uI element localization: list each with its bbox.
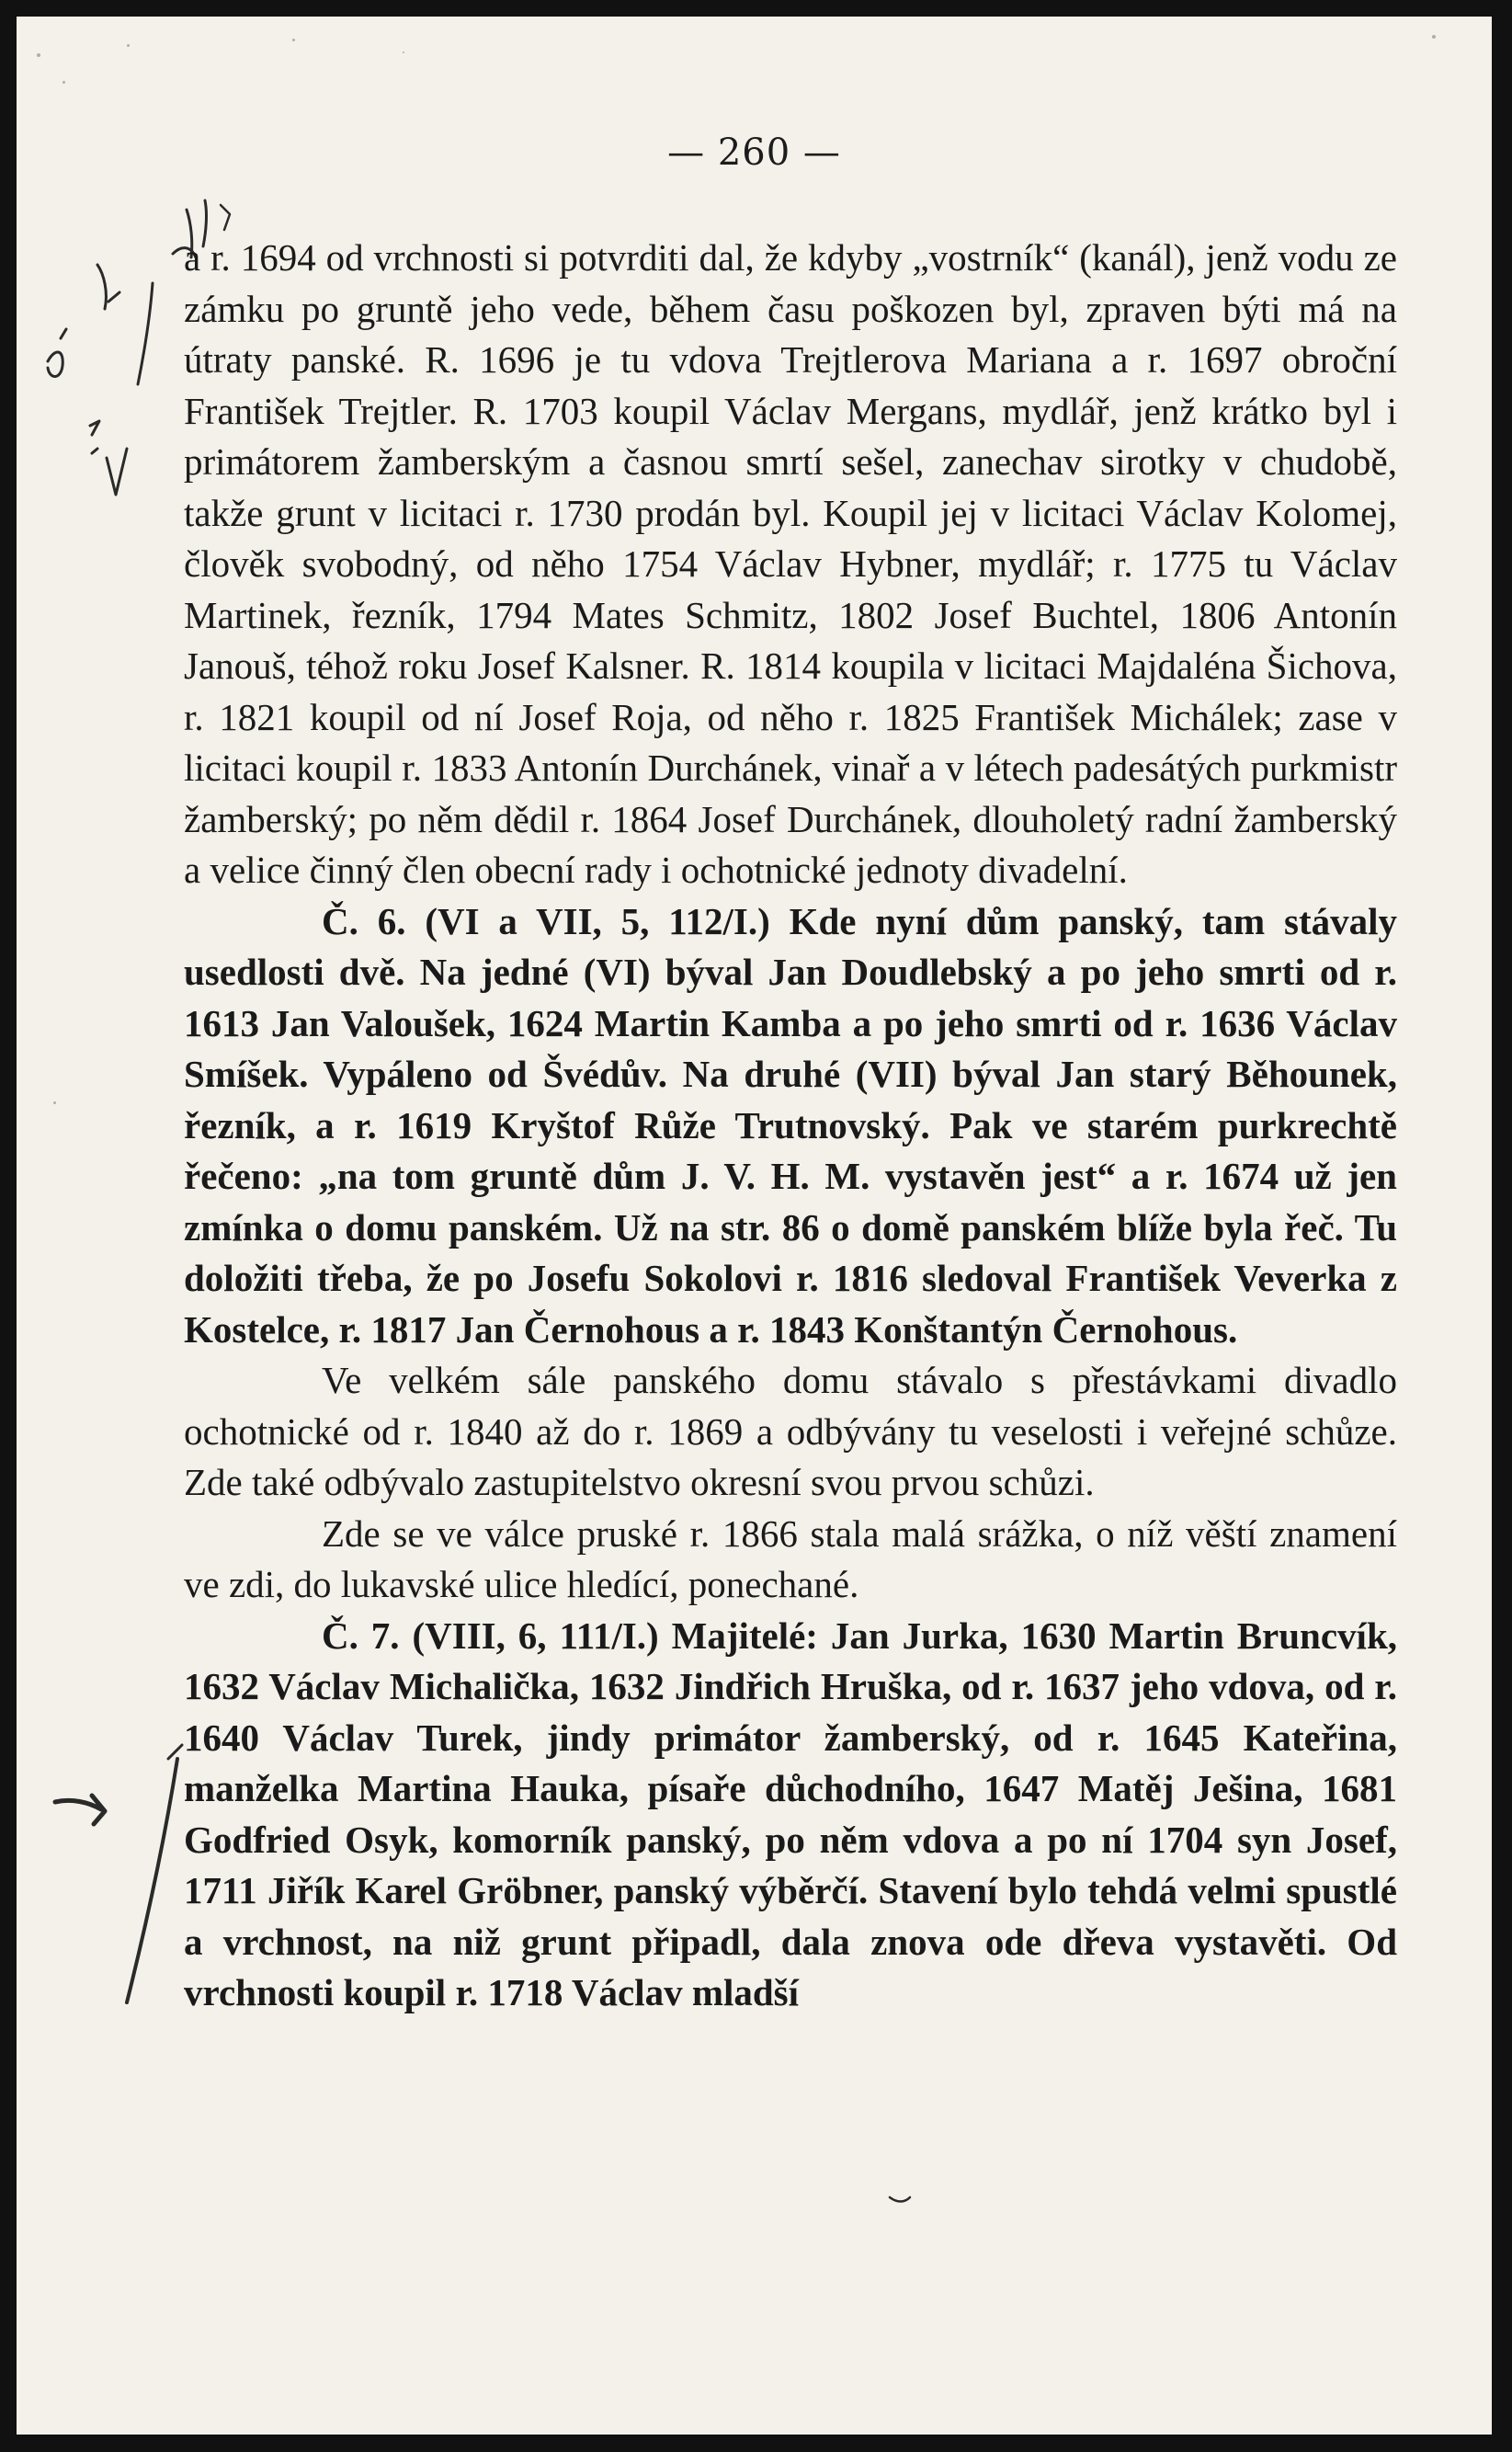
pencil-mark [55, 1800, 101, 1809]
paragraph-prussian-war: Zde se ve válce pruské r. 1866 stala malá srážka, o níž věští znamení ve zdi, do lukavské ulice hledící, ponechané. [184, 1511, 1397, 1605]
paragraph-house-6: Č. 6. (VI a VII, 5, 112/I.) Kde nyní dům panský, tam stávaly usedlosti dvě. Na jedné (VI) býval Jan Doudlebský a po jeho smrti od r. 1613 Jan Valoušek, 1624 Martin Kamba a po jeho smrti od r. 1636 Václav Smíšek. Vypáleno od Švédův. Na druhé (VII) býval Jan starý Běhounek, řezník, a r. 1619 Kryštof Růže Trutnovský. Pak ve starém purkrechtě řečeno: „na tom gruntě dům J. V. H. M. vystavěn jest“ a r. 1674 už jen zmínka o domu panském. Už na str. 86 o domě panském blíže byla řeč. Tu doložiti třeba, že po Josefu Sokolovi r. 1816 sledoval František Veverka z Kostelce, r. 1817 Jan Černohous a r. 1843 Konštantýn Černohous. [184, 899, 1397, 1351]
pencil-mark [90, 421, 99, 435]
pencil-mark [108, 292, 119, 302]
body-text [184, 233, 1397, 2019]
scan-speck [292, 39, 295, 41]
scan-speck [1432, 35, 1436, 39]
scan-speck [53, 1101, 56, 1104]
scan-speck [127, 44, 130, 47]
pencil-mark [107, 449, 127, 495]
pencil-mark [92, 1796, 105, 1824]
page-number: — 260 — [667, 131, 841, 174]
paragraph-theatre: Ve velkém sále panského domu stávalo s přestávkami divadlo ochotnické od r. 1840 až do r. 1869 a odbývány tu veselosti i veřejné schůze. Zde také odbývalo zastupitelstvo okresní svou prvou schůzi. [184, 1359, 1397, 1503]
pencil-mark [92, 449, 97, 453]
pencil-mark [138, 283, 153, 384]
scan-speck [63, 81, 65, 84]
pencil-mark [97, 265, 106, 309]
pencil-mark [48, 352, 63, 377]
paragraph-house-7: Č. 7. (VIII, 6, 111/I.) Majitelé: Jan Jurka, 1630 Martin Bruncvík, 1632 Václav Michalička, 1632 Jindřich Hruška, od r. 1637 jeho vdova, od r. 1640 Václav Turek, jindy primátor žamberský, od r. 1645 Kateřina, manželka Martina Hauka, písaře důchodního, 1647 Matěj Ješina, 1681 Godfried Osyk, komorník panský, po něm vdova a po ní 1704 syn Josef, 1711 Jiřík Karel Gröbner, panský výběrčí. Stavení bylo tehdá velmi spustlé a vrchnost, na niž grunt připadl, dala znova ode dřeva vystavěti. Od vrchnosti koupil r. 1718 Václav mladší [184, 1614, 1397, 2013]
pencil-mark [890, 2197, 910, 2202]
pencil-mark [168, 1745, 182, 1759]
scan-speck [37, 53, 40, 57]
book-page [17, 17, 1492, 2435]
pencil-mark [61, 329, 66, 338]
paragraph-house-continuation: a r. 1694 od vrchnosti si potvrditi dal, že kdyby „vostrník“ (kanál), jenž vodu ze zámku po gruntě jeho vede, během času poškozen byl, zpraven býti má na útraty panské. R. 1696 je tu vdova Trejtlerova Mariana a r. 1697 obroční František Trejtler. R. 1703 koupil Václav Mergans, mydlář, jenž krátko byl i primátorem žamberským a časnou smrtí sešel, zanechav sirotky v chudobě, takže grunt v licitaci r. 1730 prodán byl. Koupil jej v licitaci Václav Kolomej, člověk svobodný, od něho 1754 Václav Hybner, mydlář; r. 1775 tu Václav Martinek, řezník, 1794 Mates Schmitz, 1802 Josef Buchtel, 1806 Antonín Janouš, téhož roku Josef Kalsner. R. 1814 koupila v licitaci Majdaléna Šichova, r. 1821 koupil od ní Josef Roja, od něho r. 1825 František Michálek; zase v licitaci koupil r. 1833 Antonín Durchánek, vinař a v létech padesátých purkmistr žamberský; po něm dědil r. 1864 Josef Durchánek, dlouholetý radní žamberský a velice činný člen obecní rady i ochotnické jednoty divadelní. [184, 236, 1397, 891]
pencil-mark [127, 1759, 177, 2002]
pencil-mark [221, 205, 230, 230]
scan-speck [403, 51, 404, 53]
